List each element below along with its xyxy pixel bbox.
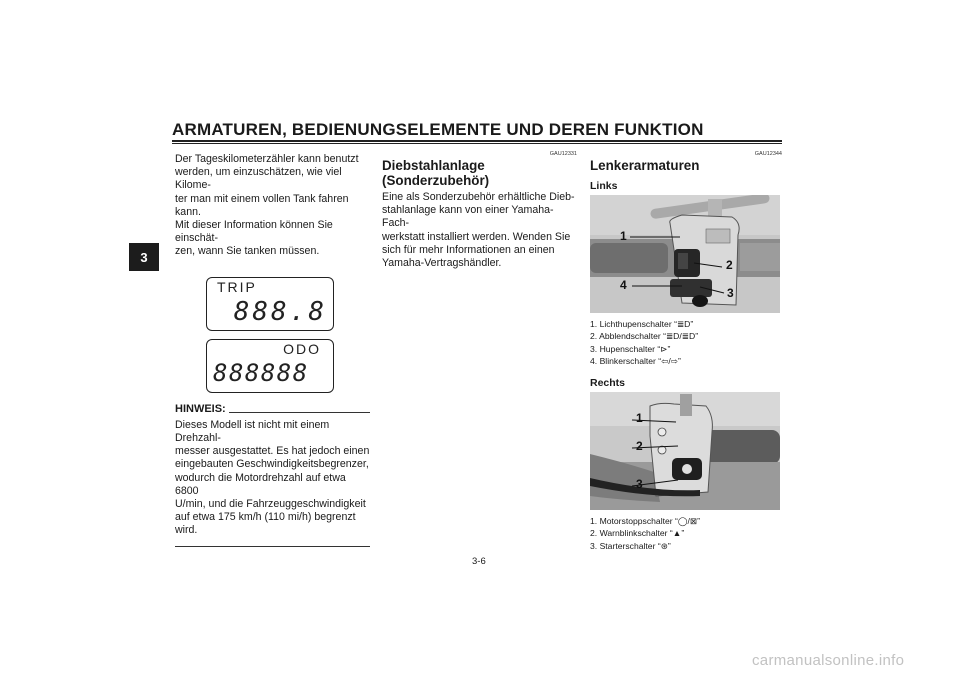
chapter-tab[interactable]: 3 — [129, 243, 159, 271]
intro-line: ter man mit einem vollen Tank fahren kann. — [175, 192, 349, 218]
note-heading: HINWEIS: — [175, 402, 226, 415]
body-line: sich für mehr Informationen an einen — [382, 243, 555, 256]
engine-stop-icon: ◯/⊠ — [677, 516, 698, 527]
callout-1: 1 — [636, 411, 643, 426]
high-beam-icon: ≣D — [676, 319, 691, 329]
legend-item: 4. Blinkerschalter “⇦/⇨” — [590, 355, 681, 366]
callout-3: 3 — [727, 286, 734, 300]
note-line: messer ausgestattet. Es hat jedoch einen — [175, 445, 370, 458]
callout-1: 1 — [620, 229, 627, 243]
intro-line: Mit dieser Information können Sie einschät- — [175, 219, 333, 245]
note-line: U/min, und die Fahrzeuggeschwindigkeit — [175, 498, 366, 511]
note-body — [175, 419, 370, 538]
odo-display — [206, 339, 334, 393]
note-line: eingebauten Geschwindigkeitsbegrenzer, — [175, 458, 369, 471]
legend-item: 2. Abblendschalter “≣D/≣D” — [590, 331, 699, 342]
intro-paragraph — [175, 153, 370, 259]
odo-label: ODO — [283, 340, 321, 357]
callout-2: 2 — [726, 258, 733, 272]
right-column — [590, 150, 782, 552]
note-line: Dieses Modell ist nicht mit einem Drehzahl- — [175, 418, 330, 445]
section-code: GAU12331 — [549, 151, 577, 157]
body-line: Yamaha-Vertragshändler. — [382, 257, 502, 270]
turn-signal-icon: ⇦/⇨ — [661, 355, 678, 366]
note-heading-row — [175, 403, 370, 416]
watermark[interactable]: carmanualsonline.info — [752, 652, 905, 669]
legend-item: 3. Starterschalter “⊛” — [590, 540, 671, 551]
legend-item: 1. Motorstoppschalter “◯/⊠” — [590, 516, 700, 527]
note-heading-rule — [229, 412, 370, 413]
body-line: stahlanlage kann von einer Yamaha-Fach- — [382, 204, 554, 230]
subsection-label-left: Links — [590, 180, 618, 192]
trip-display — [206, 277, 334, 331]
section-heading — [382, 158, 577, 188]
page-number: 3-6 — [472, 556, 486, 567]
section-code: GAU12344 — [754, 151, 782, 157]
left-legend — [590, 318, 782, 367]
hazard-icon: ▲ — [672, 528, 682, 539]
note-line: auf etwa 175 km/h (110 mi/h) begrenzt wird. — [175, 511, 356, 537]
left-handlebar-illustration — [590, 195, 780, 313]
right-handlebar-illustration — [590, 392, 780, 510]
section-heading: Lenkerarmaturen — [590, 158, 700, 173]
page-title: ARMATUREN, BEDIENUNGSELEMENTE UND DEREN FUNKTION — [172, 120, 704, 139]
legend-item: 2. Warnblinkschalter “▲” — [590, 528, 685, 539]
body-line: werkstatt installiert werden. Wenden Sie — [382, 230, 571, 243]
intro-line: werden, um einzuschätzen, wie viel Kilome- — [175, 166, 342, 192]
callout-4: 4 — [620, 278, 627, 292]
starter-icon: ⊛ — [660, 540, 668, 551]
title-rule — [172, 140, 782, 144]
callout-3: 3 — [636, 477, 643, 492]
right-legend — [590, 515, 782, 552]
note-line: wodurch die Motordrehzahl auf etwa 6800 — [175, 471, 346, 497]
trip-label: TRIP — [217, 278, 257, 295]
intro-line: Der Tageskilometerzähler kann benutzt — [175, 153, 359, 165]
callout-2: 2 — [636, 439, 643, 454]
intro-line: zen, wann Sie tanken müssen. — [175, 245, 320, 258]
dimmer-icon: ≣D/≣D — [665, 331, 696, 342]
right-handlebar-photo — [590, 392, 780, 510]
left-column — [175, 153, 370, 547]
odo-digits: 888888 — [213, 358, 309, 387]
section-heading-line: (Sonderzubehör) — [382, 173, 490, 188]
section-heading-line: Diebstahlanlage — [382, 158, 485, 173]
trip-digits: 888.8 — [233, 296, 327, 327]
legend-item: 3. Hupenschalter “⊳” — [590, 343, 671, 354]
horn-icon: ⊳ — [660, 343, 668, 354]
middle-column — [382, 150, 577, 270]
left-handlebar-photo — [590, 195, 780, 313]
legend-item: 1. Lichthupenschalter “≣D” — [590, 319, 694, 329]
subsection-label-right: Rechts — [590, 377, 626, 390]
section-body — [382, 191, 577, 270]
body-line: Eine als Sonderzubehör erhältliche Dieb- — [382, 191, 575, 203]
note-end-rule — [175, 546, 370, 547]
